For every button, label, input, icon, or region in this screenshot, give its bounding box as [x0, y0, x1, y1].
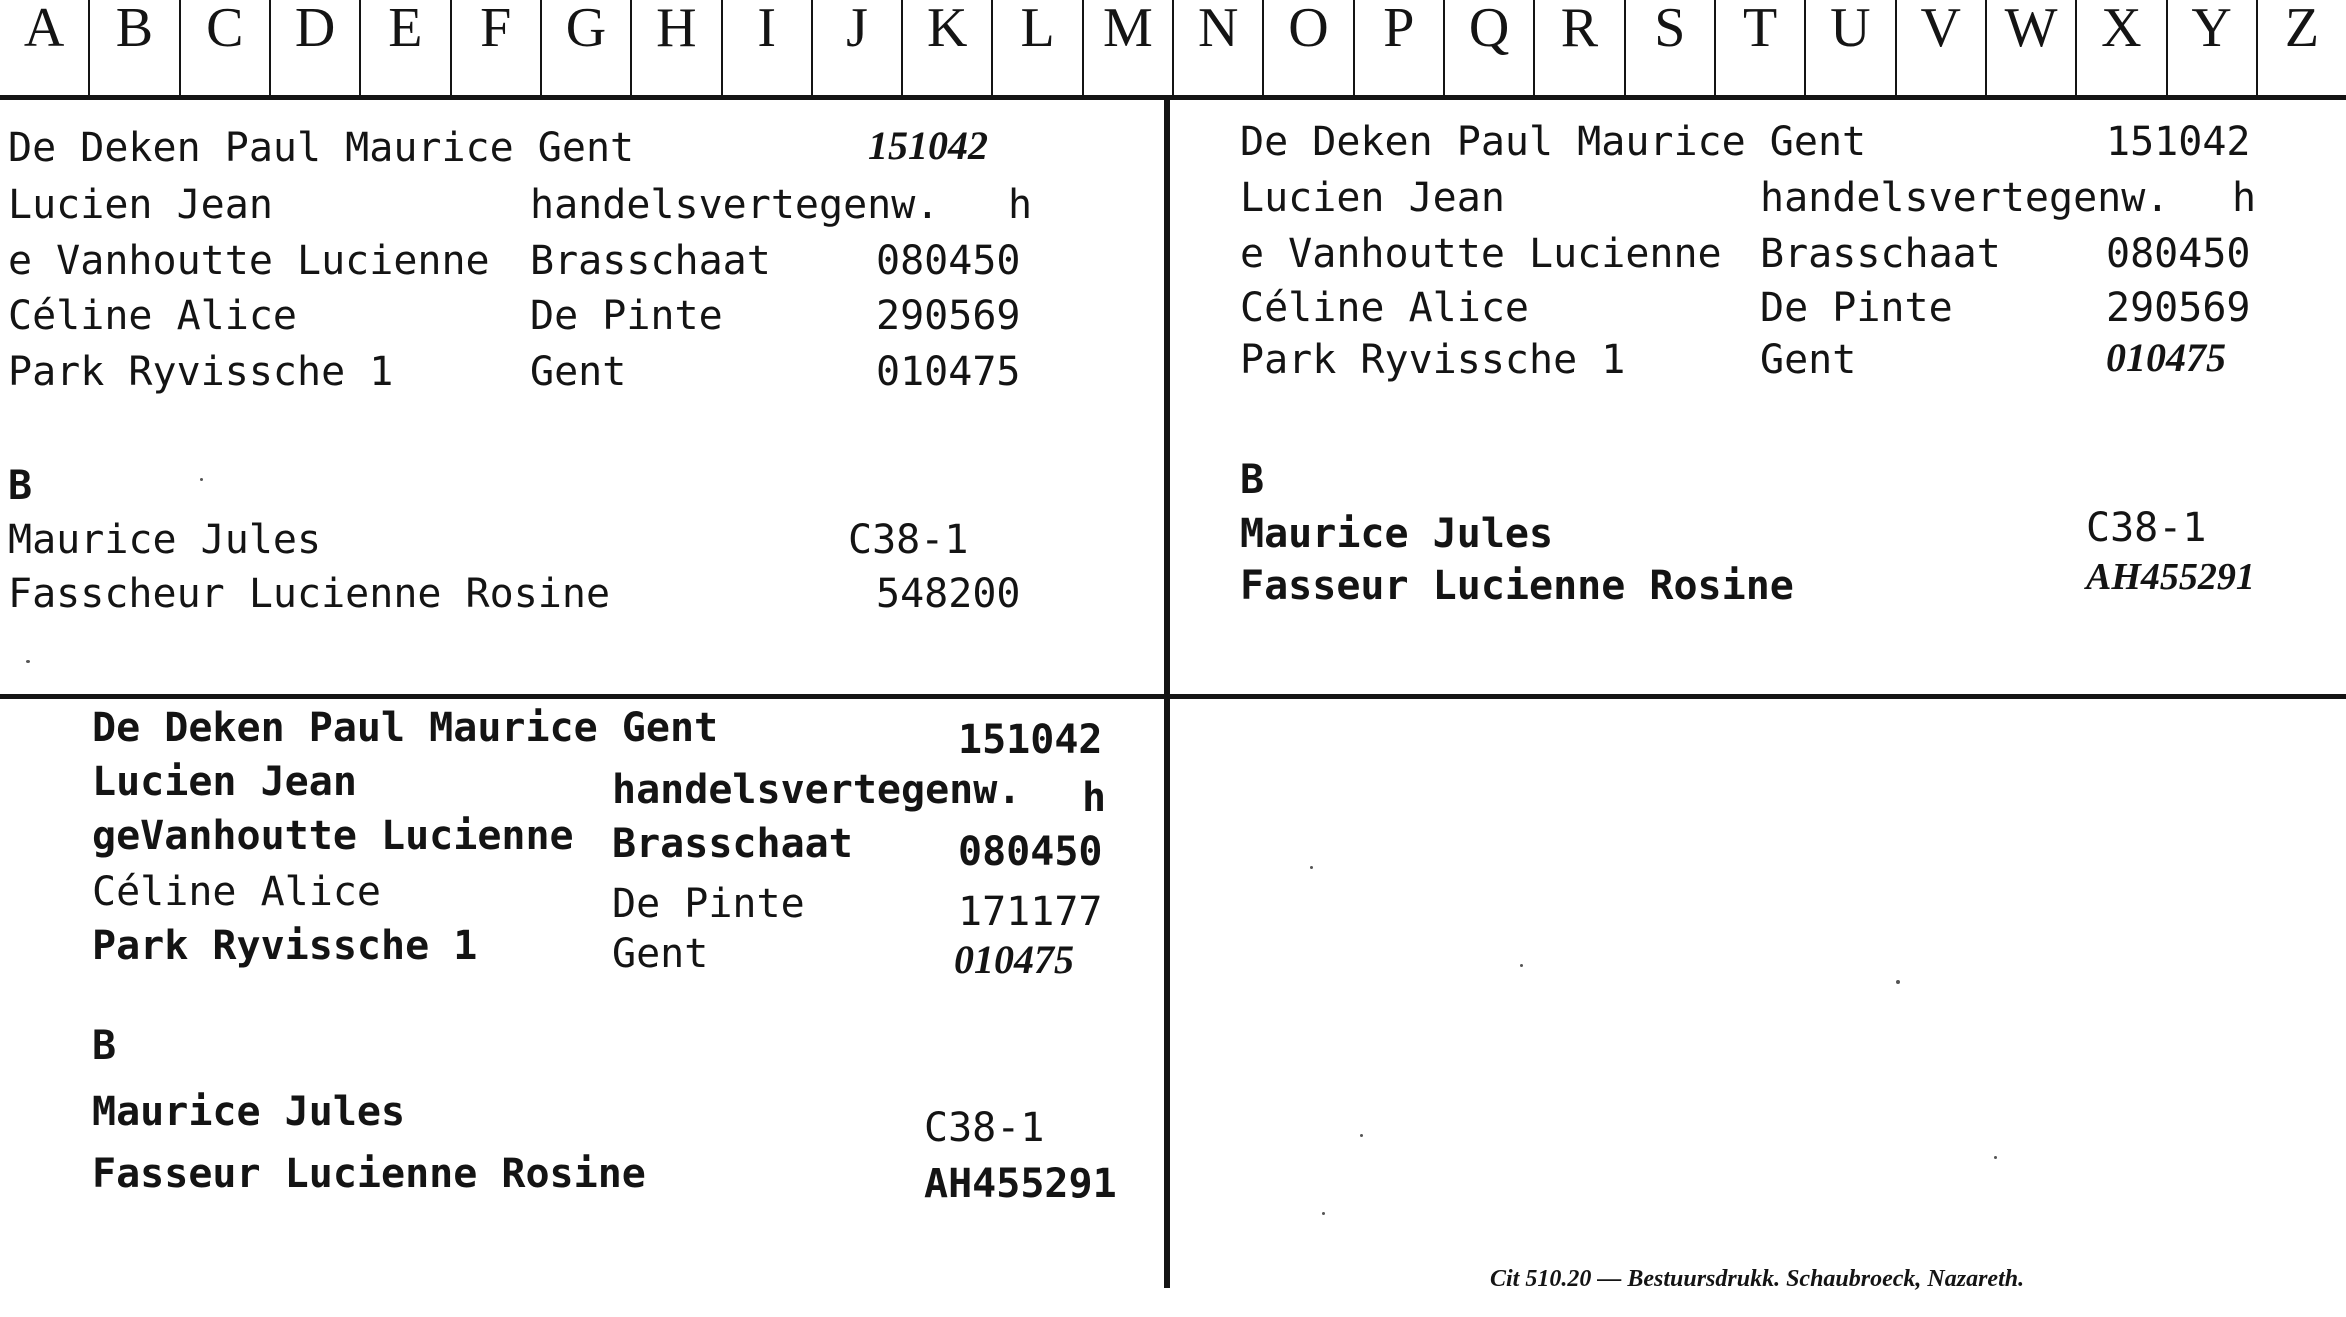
record-spouse-first-names: Céline Alice — [1240, 285, 1529, 331]
record-spouse-first-names: Céline Alice — [92, 869, 381, 915]
record-spouse: e Vanhoutte Lucienne — [1240, 231, 1722, 277]
alphabet-letter-t: T — [1716, 0, 1806, 95]
alphabet-letter-h: H — [632, 0, 722, 95]
record-city: Gent — [1760, 337, 1857, 383]
alphabet-letter-d: D — [271, 0, 361, 95]
record-date1: 080450 — [2106, 231, 2251, 277]
alphabet-letter-z: Z — [2284, 0, 2320, 59]
record-section: B — [8, 463, 33, 509]
record-name-line: De Deken Paul Maurice Gent — [1240, 119, 1867, 165]
record-first-names: Lucien Jean — [1240, 175, 1505, 221]
record-person3: Fasseur Lucienne Rosine — [1240, 563, 1794, 609]
record-date2: 290569 — [876, 293, 1021, 339]
scan-speck — [1322, 1212, 1325, 1215]
record-city: Gent — [612, 931, 709, 977]
scan-speck — [1896, 980, 1900, 984]
record-occupation-code: h — [2232, 175, 2257, 221]
record-date3: 010475 — [2106, 335, 2226, 380]
printer-imprint: Cit 510.20 — Bestuursdrukk. Schaubroeck, Nazareth. — [1490, 1266, 2025, 1292]
record-first-names: Lucien Jean — [92, 759, 357, 805]
record-spouse-place: Brasschaat — [612, 821, 853, 867]
record-occupation-code: h — [1082, 775, 1107, 821]
scan-speck — [1520, 964, 1523, 967]
alphabet-letter-r: R — [1535, 0, 1625, 95]
record-spouse: e Vanhoutte Lucienne — [8, 238, 490, 284]
alphabet-letter-k: K — [903, 0, 993, 95]
alphabet-letter-y: Y — [2168, 0, 2258, 95]
alphabet-letter-f: F — [452, 0, 542, 95]
record-section: B — [1240, 457, 1265, 503]
record-spouse: geVanhoutte Lucienne — [92, 813, 574, 859]
record-date2: 171177 — [958, 889, 1103, 935]
record-address: Park Ryvissche 1 — [1240, 337, 1626, 383]
alphabet-letter-c: C — [181, 0, 271, 95]
record-code2: C38-1 — [2086, 505, 2207, 551]
record-date1: 080450 — [958, 829, 1103, 875]
record-code3: AH455291 — [924, 1161, 1117, 1207]
alphabet-letter-u: U — [1806, 0, 1896, 95]
record-address: Park Ryvissche 1 — [92, 923, 478, 969]
record-code3: 548200 — [876, 571, 1021, 617]
record-date1: 080450 — [876, 238, 1021, 284]
alphabet-letter-q: Q — [1445, 0, 1535, 95]
alphabet-letter-j: J — [813, 0, 903, 95]
record-section: B — [92, 1023, 117, 1069]
record-name-line: De Deken Paul Maurice Gent — [8, 125, 635, 171]
record-occupation-code: h — [1008, 182, 1033, 228]
vertical-divider — [1164, 96, 1170, 1288]
scan-speck — [200, 478, 203, 481]
record-occupation: handelsvertegenw. — [530, 182, 940, 228]
alphabet-letter-n: N — [1174, 0, 1264, 95]
record-person3: Fasseur Lucienne Rosine — [92, 1151, 646, 1197]
record-spouse-place: Brasschaat — [1760, 231, 2001, 277]
alphabet-letter-l: L — [993, 0, 1083, 95]
record-city: Gent — [530, 349, 627, 395]
record-first-names: Lucien Jean — [8, 182, 273, 228]
record-date3: 010475 — [876, 349, 1021, 395]
record-date2: 290569 — [2106, 285, 2251, 331]
record-occupation: handelsvertegenw. — [1760, 175, 2170, 221]
scan-speck — [1360, 1134, 1363, 1137]
record-person3: Fasscheur Lucienne Rosine — [8, 571, 611, 617]
record-code2: C38-1 — [924, 1105, 1045, 1151]
record-person2: Maurice Jules — [8, 517, 322, 563]
record-id: 151042 — [2106, 119, 2251, 165]
record-place2: De Pinte — [612, 881, 805, 927]
alphabet-letter-p: P — [1355, 0, 1445, 95]
scan-speck — [1994, 1156, 1997, 1159]
alphabet-letter-a: A — [0, 0, 90, 95]
record-person2: Maurice Jules — [92, 1089, 406, 1135]
alphabet-letter-w: W — [1987, 0, 2077, 95]
record-date3: 010475 — [954, 937, 1074, 982]
scan-speck — [26, 660, 30, 663]
alphabet-letter-x: X — [2077, 0, 2167, 95]
record-address: Park Ryvissche 1 — [8, 349, 394, 395]
record-id: 151042 — [868, 123, 988, 168]
alphabet-index-bar — [0, 0, 2346, 100]
record-code2: C38-1 — [848, 517, 969, 563]
record-person2: Maurice Jules — [1240, 511, 1554, 557]
alphabet-letter-i: I — [723, 0, 813, 95]
alphabet-letter-v: V — [1897, 0, 1987, 95]
alphabet-letter-o: O — [1264, 0, 1354, 95]
record-id: 151042 — [958, 717, 1103, 763]
alphabet-letter-g: G — [542, 0, 632, 95]
alphabet-letter-e: E — [361, 0, 451, 95]
scan-speck — [1310, 866, 1313, 869]
record-spouse-place: Brasschaat — [530, 238, 771, 284]
record-name-line: De Deken Paul Maurice Gent — [92, 705, 719, 751]
alphabet-letter-s: S — [1626, 0, 1716, 95]
record-spouse-first-names: Céline Alice — [8, 293, 297, 339]
record-occupation: handelsvertegenw. — [612, 767, 1022, 813]
record-code3: AH455291 — [2086, 556, 2255, 598]
alphabet-letter-b: B — [90, 0, 180, 95]
record-place2: De Pinte — [1760, 285, 1953, 331]
alphabet-letter-m: M — [1084, 0, 1174, 95]
horizontal-divider — [0, 694, 2346, 699]
record-place2: De Pinte — [530, 293, 723, 339]
